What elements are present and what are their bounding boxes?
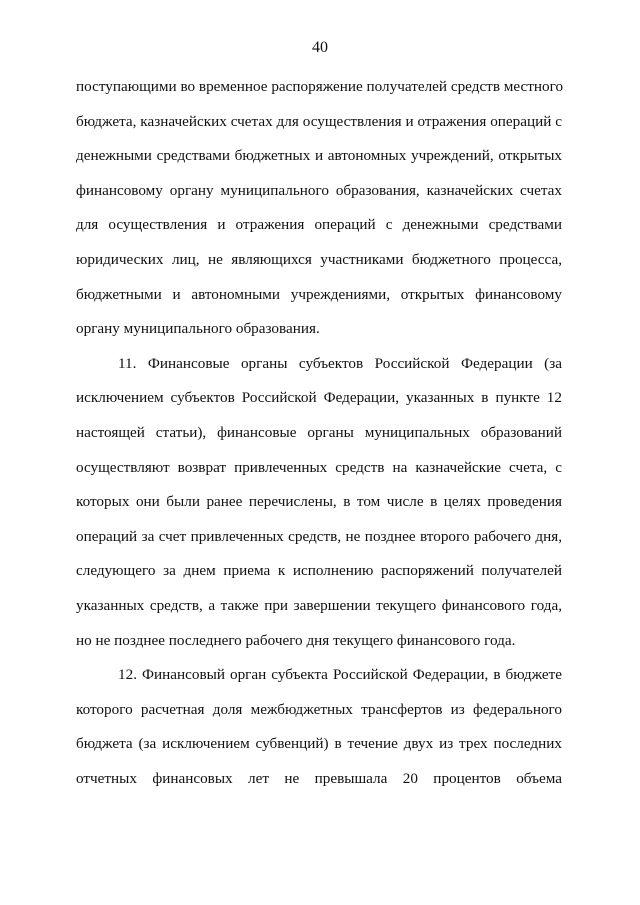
text-line: которого расчетная доля межбюджетных трансфертов из федерального: [76, 700, 562, 718]
text-line: юридических лиц, не являющихся участниками бюджетного процесса,: [76, 250, 562, 268]
text-line: операций за счет привлеченных средств, не позднее второго рабочего дня,: [76, 527, 562, 545]
text-line: исключением субъектов Российской Федерации, указанных в пункте 12: [76, 389, 562, 407]
page-number: 40: [312, 39, 328, 56]
text-line: органу муниципального образования.: [76, 320, 320, 338]
text-line: денежными средствами бюджетных и автономных учреждений, открытых: [76, 147, 562, 165]
text-line: осуществляют возврат привлеченных средств на казначейские счета, с: [76, 458, 562, 476]
document-body: [76, 76, 562, 802]
paragraph-item-11: [76, 353, 562, 664]
text-line: 12. Финансовый орган субъекта Российской Федерации, в бюджете: [118, 666, 562, 684]
paragraph-item-12: [76, 664, 562, 802]
text-line: отчетных финансовых лет не превышала 20 процентов объема: [76, 769, 562, 787]
text-line: указанных средств, а также при завершении текущего финансового года,: [76, 596, 562, 614]
text-line: следующего за днем приема к исполнению распоряжений получателей: [76, 562, 562, 580]
text-line: для осуществления и отражения операций с денежными средствами: [76, 216, 562, 234]
text-line: но не позднее последнего рабочего дня текущего финансового года.: [76, 631, 516, 649]
text-line: поступающими во временное распоряжение получателей средств местного: [76, 78, 564, 95]
text-line: 11. Финансовые органы субъектов Российской Федерации (за: [118, 354, 562, 372]
text-line: финансовому органу муниципального образования, казначейских счетах: [76, 181, 562, 199]
text-line: бюджета, казначейских счетах для осуществления и отражения операций с: [76, 112, 562, 130]
text-line: настоящей статьи), финансовые органы муниципальных образований: [76, 423, 562, 441]
text-line: которых они были ранее перечислены, в том числе в целях проведения: [76, 493, 562, 511]
paragraph-continuation: [76, 76, 562, 353]
text-line: бюджетными и автономными учреждениями, открытых финансовому: [76, 285, 562, 303]
text-line: бюджета (за исключением субвенций) в течение двух из трех последних: [76, 735, 562, 753]
